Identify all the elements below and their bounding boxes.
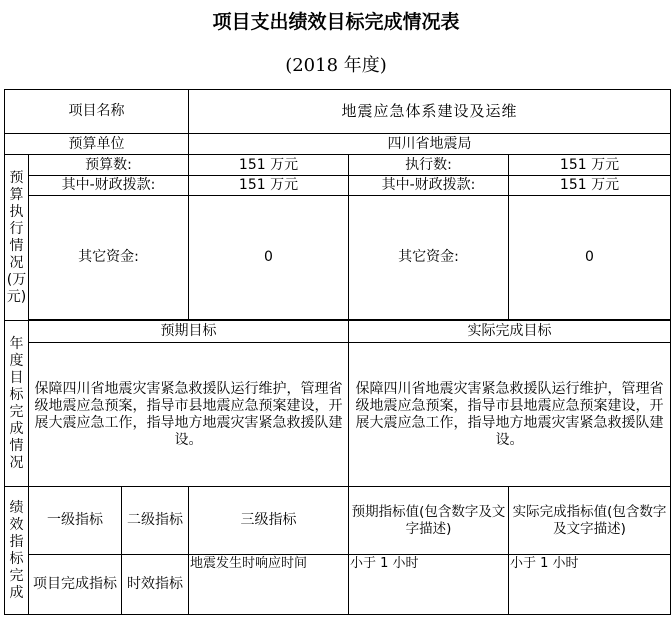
fiscal-value-budget: 151 万元 [189, 176, 349, 196]
exec-amount-label: 执行数: [349, 155, 509, 176]
page-subtitle: (2018 年度) [285, 55, 387, 76]
other-funds-value-budget: 0 [189, 196, 349, 320]
indicator-level3: 地震发生时响应时间 [189, 555, 349, 615]
performance-table [4, 89, 671, 615]
fiscal-label-exec: 其中-财政拨款: [349, 176, 509, 196]
indicator-header-row [5, 487, 671, 555]
budget-unit-row [5, 134, 671, 155]
col-level1-header: 一级指标 [29, 487, 122, 555]
budget-side-label: 预算执行情况(万元) [5, 155, 29, 321]
budget-amount-label: 预算数: [29, 155, 189, 176]
col-expected-header: 预期指标值(包含数字及文字描述) [349, 487, 509, 555]
other-funds-row [5, 196, 671, 320]
goals-header-row [5, 321, 671, 343]
fiscal-row [5, 176, 671, 196]
col-level3-header: 三级指标 [189, 487, 349, 555]
col-level2-header: 二级指标 [122, 487, 189, 555]
other-funds-label-budget: 其它资金: [29, 196, 189, 320]
expected-goal-text: 保障四川省地震灾害紧急救援队运行维护，管理省级地震应急预案，指导市县地震应急预案建设，开展大震应急工作，指导地方地震灾害紧急救援队建设。 [29, 343, 349, 487]
indicator-expected: 小于 1 小时 [349, 555, 509, 615]
actual-goal-header: 实际完成目标 [349, 321, 671, 343]
other-funds-label-exec: 其它资金: [349, 196, 509, 320]
indicators-side-label: 绩效指标完成 [5, 487, 29, 615]
fiscal-value-exec: 151 万元 [509, 176, 671, 196]
col-actual-header: 实际完成指标值(包含数字及文字描述) [509, 487, 671, 555]
table-row [5, 555, 671, 615]
page-title: 项目支出绩效目标完成情况表 [212, 11, 460, 33]
goals-text-row [5, 343, 671, 487]
budget-unit-label: 预算单位 [5, 134, 189, 155]
project-name-row [5, 90, 671, 134]
other-funds-value-exec: 0 [509, 196, 671, 320]
indicator-level2: 时效指标 [122, 555, 189, 615]
indicator-actual: 小于 1 小时 [509, 555, 671, 615]
goals-side-label: 年度目标完成情况 [5, 321, 29, 487]
indicator-level1: 项目完成指标 [29, 555, 122, 615]
actual-goal-text: 保障四川省地震灾害紧急救援队运行维护，管理省级地震应急预案，指导市县地震应急预案建设，开展大震应急工作，指导地方地震灾害紧急救援队建设。 [349, 343, 671, 487]
budget-unit-value: 四川省地震局 [189, 134, 671, 155]
exec-amount-value: 151 万元 [509, 155, 671, 176]
fiscal-label-budget: 其中-财政拨款: [29, 176, 189, 196]
project-name-value: 地震应急体系建设及运维 [189, 90, 671, 134]
budget-amount-row [5, 155, 671, 176]
project-name-label: 项目名称 [5, 90, 189, 134]
budget-amount-value: 151 万元 [189, 155, 349, 176]
expected-goal-header: 预期目标 [29, 321, 349, 343]
